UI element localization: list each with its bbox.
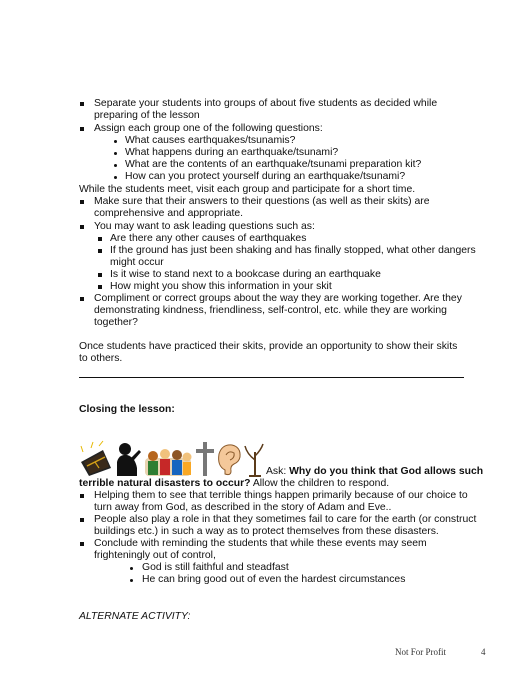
bullet-text: Separate your students into groups of about five students as decided while	[94, 98, 438, 109]
bullet-square-small	[98, 273, 102, 277]
bullet-square	[80, 102, 84, 106]
bible-icon	[81, 441, 111, 476]
horizontal-rule	[79, 377, 464, 378]
sub-bullet-text: He can bring good out of even the hardest circumstances	[142, 574, 406, 585]
closing-heading: Closing the lesson:	[79, 404, 175, 415]
bullet-text: together?	[94, 317, 138, 328]
bullet-square	[80, 225, 84, 229]
bullet-text: demonstrating kindness, friendliness, self-control, etc. while they are working	[94, 305, 447, 316]
bullet-text: comprehensive and appropriate.	[94, 208, 244, 219]
question-text: What causes earthquakes/tsunamis?	[125, 135, 296, 146]
sub-bullet-text: might occur	[110, 257, 164, 268]
bullet-dot	[114, 164, 117, 167]
bullet-text: People also play a role in that they sometimes fail to care for the earth (or construct	[94, 514, 477, 525]
question-text: What happens during an earthquake/tsunami?	[125, 147, 339, 158]
bullet-square-small	[98, 249, 102, 253]
question-text: How can you protect yourself during an earthquake/tsunami?	[125, 171, 406, 182]
bullet-dot	[114, 140, 117, 143]
children-group-icon	[145, 449, 192, 476]
paragraph-text: to others.	[79, 353, 123, 364]
bullet-square-small	[98, 285, 102, 289]
bullet-square-small	[98, 237, 102, 241]
ask-line-continued	[79, 478, 389, 490]
sub-bullet-text: If the ground has just been shaking and has finally stopped, what other dangers	[110, 245, 476, 256]
bullet-square	[80, 518, 84, 522]
paragraph-text: While the students meet, visit each group and participate for a short time.	[79, 184, 416, 195]
ear-icon	[219, 445, 241, 475]
footer-not-for-profit: Not For Profit	[395, 647, 447, 657]
bullet-text: turn away from God, as described in the story of Adam and Eve..	[94, 502, 392, 513]
bullet-dot	[130, 579, 133, 582]
bullet-text: Conclude with reminding the students that while these events may seem	[94, 538, 427, 549]
bullet-text: preparing of the lesson	[94, 110, 200, 121]
symbol-icons-strip	[79, 440, 265, 478]
allow-text: Allow the children to respond.	[250, 478, 390, 489]
bullet-text: Make sure that their answers to their questions (as well as their skits) are	[94, 196, 430, 207]
bullet-square	[80, 200, 84, 204]
ask-label: Ask:	[266, 466, 290, 477]
sprout-icon	[245, 444, 263, 476]
sub-bullet-text: Are there any other causes of earthquakes	[110, 233, 307, 244]
cross-icon	[196, 442, 214, 476]
bullet-text: Assign each group one of the following questions:	[94, 123, 323, 134]
bullet-square	[80, 542, 84, 546]
bullet-text: You may want to ask leading questions such as:	[94, 221, 315, 232]
ask-question: Why do you think that God allows such	[289, 466, 484, 477]
bullet-text: Helping them to see that terrible things happen primarily because of our choice to	[94, 490, 468, 501]
bullet-dot	[130, 567, 133, 570]
sub-bullet-text: Is it wise to stand next to a bookcase during an earthquake	[110, 269, 381, 280]
bullet-square	[80, 494, 84, 498]
bullet-square	[80, 297, 84, 301]
question-text: What are the contents of an earthquake/tsunami preparation kit?	[125, 159, 422, 170]
ask-question: terrible natural disasters to occur?	[79, 478, 251, 489]
page-number: 4	[481, 647, 486, 657]
paragraph-text: Once students have practiced their skits, provide an opportunity to show their skits	[79, 341, 458, 352]
alternate-activity-heading: ALTERNATE ACTIVITY:	[79, 611, 191, 622]
bullet-text: Compliment or correct groups about the way they are working together. Are they	[94, 293, 462, 304]
bullet-text: buildings etc.) in such a way as to protect themselves from these disasters.	[94, 526, 439, 537]
sub-bullet-text: How might you show this information in your skit	[110, 281, 332, 292]
bullet-text: frighteningly out of control,	[94, 550, 216, 561]
praying-child-icon	[117, 443, 141, 476]
sub-bullet-text: God is still faithful and steadfast	[142, 562, 289, 573]
ask-line	[266, 466, 483, 478]
bullet-dot	[114, 176, 117, 179]
bullet-square	[80, 127, 84, 131]
bullet-dot	[114, 152, 117, 155]
